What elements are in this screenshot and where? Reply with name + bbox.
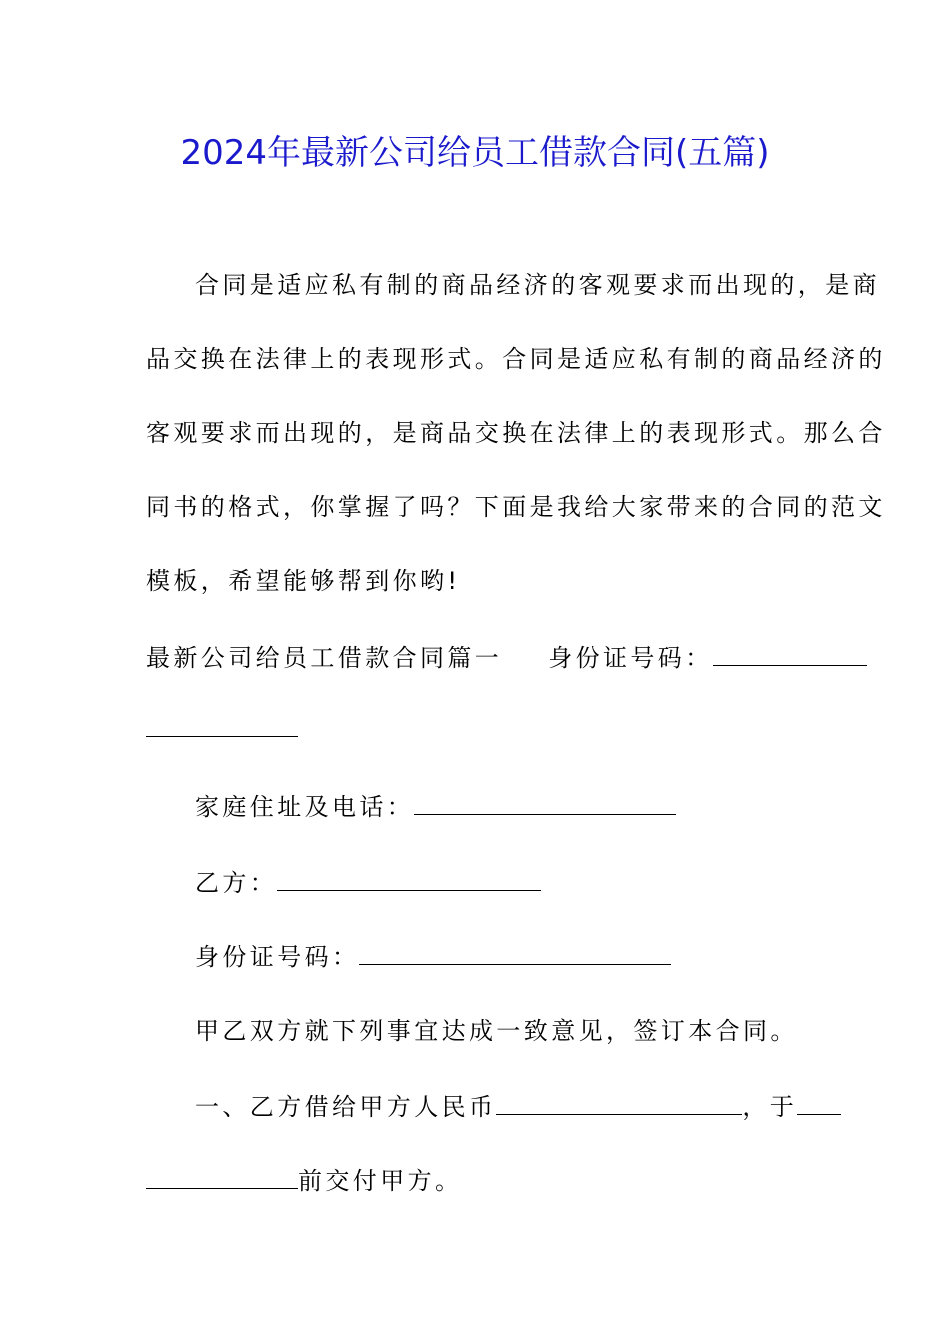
address-row bbox=[195, 790, 676, 824]
intro-line-1: 合同是适应私有制的商品经济的客观要求而出现的，是商 bbox=[195, 271, 880, 299]
section-heading: 最新公司给员工借款合同篇一 bbox=[146, 644, 503, 672]
intro-line-2: 品交换在法律上的表现形式。合同是适应私有制的商品经济的 bbox=[146, 345, 886, 373]
date-blank-continued bbox=[146, 1166, 298, 1189]
party-b-label: 乙方： bbox=[195, 869, 278, 897]
intro-line-4: 同书的格式，你掌握了吗？下面是我给大家带来的合同的范文 bbox=[146, 493, 886, 521]
id-number-blank-continued bbox=[146, 714, 298, 737]
intro-line-5: 模板，希望能够帮到你哟! bbox=[146, 567, 461, 595]
date-blank bbox=[797, 1092, 841, 1115]
party-b-id-row bbox=[195, 940, 671, 974]
address-blank bbox=[414, 792, 676, 815]
party-b-id-label: 身份证号码： bbox=[195, 943, 360, 971]
clause-one-mid: ，于 bbox=[742, 1093, 798, 1121]
id-number-continuation bbox=[146, 712, 298, 746]
section-heading-row bbox=[146, 641, 867, 675]
address-label: 家庭住址及电话： bbox=[195, 793, 415, 821]
clause-one-suffix: 前交付甲方。 bbox=[298, 1167, 463, 1195]
party-b-row bbox=[195, 866, 541, 900]
id-number-label: 身份证号码： bbox=[548, 644, 713, 672]
agreement-text: 甲乙双方就下列事宜达成一致意见，签订本合同。 bbox=[195, 1017, 798, 1045]
party-b-blank bbox=[277, 868, 541, 891]
document-title: 2024年最新公司给员工借款合同(五篇) bbox=[180, 133, 770, 173]
intro-line-3: 客观要求而出现的，是商品交换在法律上的表现形式。那么合 bbox=[146, 419, 886, 447]
party-b-id-blank bbox=[359, 942, 671, 965]
clause-one-row bbox=[195, 1090, 841, 1124]
clause-one-continuation bbox=[146, 1164, 462, 1198]
clause-one-prefix: 一、乙方借给甲方人民币 bbox=[195, 1093, 497, 1121]
id-number-blank bbox=[713, 643, 867, 666]
amount-blank bbox=[496, 1092, 742, 1115]
